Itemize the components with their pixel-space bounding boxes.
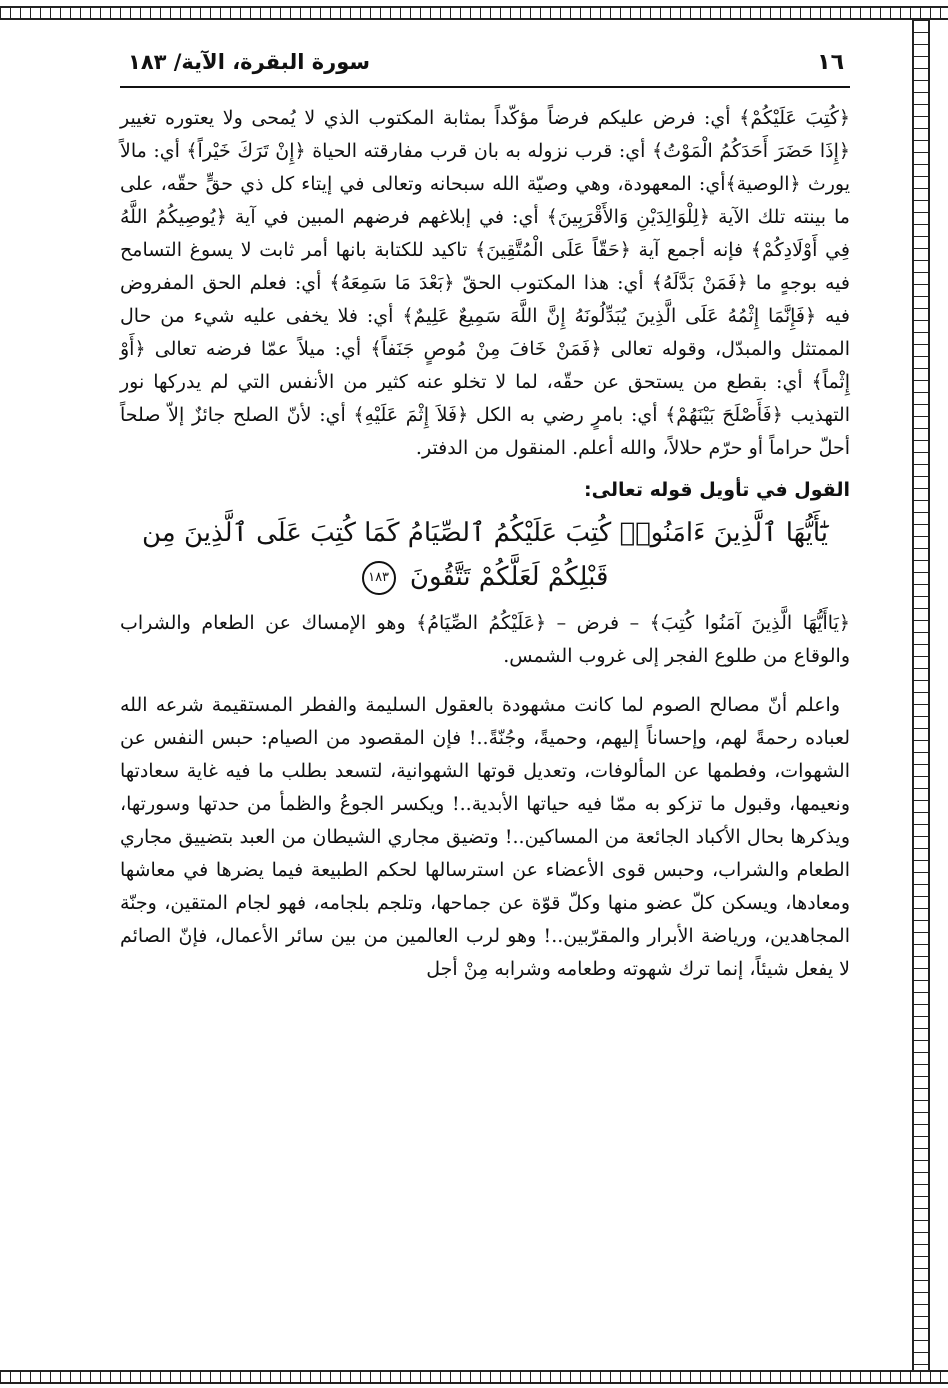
page-number: ١٦ (817, 50, 844, 75)
commentary-paragraph-3: واعلم أنّ مصالح الصوم لما كانت مشهودة بالعقول السليمة والفطر المستقيمة شرعه الله لعباده رحمةً لهم، وإحساناً إليهم، وحميةً، وجُنّةً..! فإن المقصود من الصيام: حبس النفس عن الشهوات، وفطمها عن المألوفات، وتعديل قوتها الشهوانية، لتسعد بطلب ما فيه غاية سعادتها ونعيمها، وقبول ما تزكو به ممّا فيه حياتها الأبدية..! ويكسر الجوعُ والظمأ من حدتها وسورتها، ويذكرها بحال الأكباد الجائعة من المساكين..! وتضيق مجاري الشيطان من العبد بتضييق مجاري الطعام والشراب، وحبس قوى الأعضاء عن استرسالها لحكم الطبيعة فيما يضرها في معاشها ومعادها، ويسكن كلّ عضو منها وكلّ قوّة عن جماحها، وتلجم بلجامه، فهو لجام المتقين، وجنّة المجاهدين، ورياضة الأبرار والمقرّبين..! وهو لرب العالمين من بين سائر الأعمال، فإنّ الصائم لا يفعل شيئاً، إنما ترك شهوته وطعامه وشرابه مِنْ أجل (120, 694, 850, 980)
right-decorative-border (912, 20, 930, 1370)
book-page (120, 40, 850, 986)
quran-verse (120, 511, 850, 599)
section-heading: القول في تأويل قوله تعالى: (584, 479, 850, 501)
page-header (120, 40, 850, 88)
running-title: سورة البقرة، الآية/ ١٨٣ (128, 50, 371, 74)
verse-number-marker: ١٨٣ (362, 561, 396, 595)
verse-text: يَٰٓأَيُّهَا ٱلَّذِينَ ءَامَنُوا۟ كُتِبَ عَلَيْكُمُ ٱلصِّيَامُ كَمَا كُتِبَ عَلَى ٱلَّذِينَ مِن قَبْلِكُمْ لَعَلَّكُمْ تَتَّقُونَ (141, 518, 829, 592)
commentary-paragraph-2: ﴿يَاأَيُّهَا الَّذِينَ آمَنُوا كُتِبَ﴾ – فرض – ﴿عَلَيْكُمُ الصِّيَامُ﴾ وهو الإمساك عن الطعام والشراب والوقاع من طلوع الفجر إلى غروب الشمس. (120, 612, 850, 667)
commentary-paragraph-1: ﴿كُتِبَ عَلَيْكُمْ﴾ أي: فرض عليكم فرضاً مؤكّداً بمثابة المكتوب الذي لا يُمحى ولا يعتوره تغيير ﴿إِذَا حَضَرَ أَحَدَكُمُ الْمَوْتُ﴾ أي: قرب نزوله به بان قرب مفارقته الحياة ﴿إِنْ تَرَكَ خَيْراً﴾ أي: مالاً يورث ﴿الوصية﴾أي: المعهودة، وهي وصيّة الله سبحانه وتعالى في إيتاء كل ذي حقٍّ حقّه، على ما بينته تلك الآية ﴿لِلْوَالِدَيْنِ وَالأَقْرَبِينَ﴾ أي: في إبلاغهم فرضهم المبين في آية ﴿يُوصِيكُمُ اللَّهُ فِي أَوْلَادِكُمْ﴾ فإنه أجمع آية ﴿حَقّاً عَلَى الْمُتَّقِينَ﴾ تاكيد للكتابة بانها أمر ثابت لا يسوغ التسامح فيه بوجهٍ ما ﴿فَمَنْ بَدَّلَهُ﴾ أي: هذا المكتوب الحقّ ﴿بَعْدَ مَا سَمِعَهُ﴾ أي: فعلم الحق المفروض فيه ﴿فَإِنَّمَا إِثْمُهُ عَلَى الَّذِينَ يُبَدِّلُونَهُ إِنَّ اللَّهَ سَمِيعٌ عَلِيمٌ﴾ أي: فلا يخفى عليه شيء من حال الممتثل والمبدّل، وقوله تعالى ﴿فَمَنْ خَافَ مِنْ مُوصٍ جَنَفاً﴾ أي: ميلاً عمّا فرضه تعالى ﴿أَوْ إِثْماً﴾ أي: بقطع من يستحق عن حقّه، لما لا تخلو عنه كثير من الأنفس التي لم يدركها نور التهذيب ﴿فَأَصْلَحَ بَيْنَهُمْ﴾ أي: بامرٍ رضي به الكل ﴿فَلاَ إِثْمَ عَلَيْهِ﴾ أي: لأنّ الصلح جائزٌ إلاّ صلحاً أحلّ حراماً أو حرّم حلالاً، والله أعلم. المنقول من الدفتر. (120, 107, 850, 459)
bottom-decorative-border (0, 1370, 948, 1384)
top-decorative-border (0, 6, 948, 20)
